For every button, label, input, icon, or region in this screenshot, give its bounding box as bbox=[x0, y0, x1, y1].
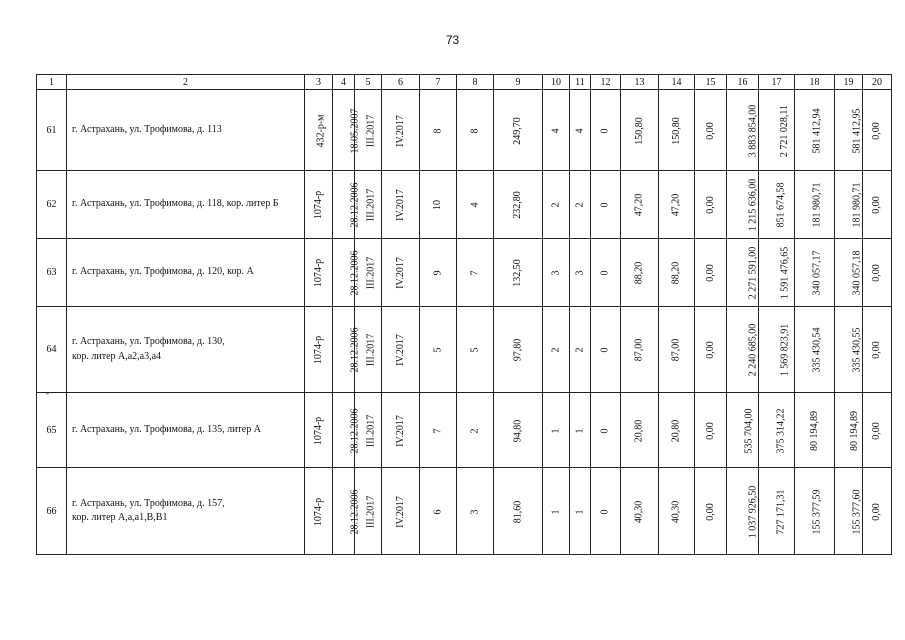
value-col-17-cell bbox=[759, 239, 795, 307]
address-line: г. Астрахань, ул. Трофимова, д. 120, кор. А bbox=[72, 266, 254, 278]
page-number: 73 bbox=[445, 33, 460, 47]
value-col-17: 727 171,31 bbox=[775, 489, 787, 534]
address-line: кор. литер А,а2,а3,а4 bbox=[72, 350, 162, 362]
value-col-11-cell bbox=[570, 239, 591, 307]
order-date-cell bbox=[333, 239, 361, 307]
address-cell bbox=[67, 307, 305, 393]
header-cell: 14 bbox=[659, 75, 695, 90]
value-col-11: 1 bbox=[574, 509, 585, 514]
header-cell: 13 bbox=[621, 75, 659, 90]
value-col-20: 0,00 bbox=[871, 121, 882, 140]
order-date: 28.12.2006 bbox=[349, 489, 361, 534]
value-col-7: 6 bbox=[432, 509, 443, 514]
value-col-19-cell bbox=[835, 307, 863, 393]
value-col-14: 20,80 bbox=[670, 419, 682, 442]
value-col-8-cell bbox=[457, 468, 494, 555]
value-col-20: 0,00 bbox=[871, 264, 882, 282]
value-col-9-cell bbox=[494, 307, 543, 393]
header-cell: 6 bbox=[382, 75, 420, 90]
address-line: г. Астрахань, ул. Трофимова, д. 157, bbox=[72, 497, 225, 509]
order-number-cell bbox=[305, 393, 333, 468]
header-cell: 18 bbox=[795, 75, 835, 90]
address-line: г. Астрахань, ул. Трофимова, д. 130, bbox=[72, 336, 225, 347]
order-number: 1074-р bbox=[313, 190, 325, 220]
value-col-18: 581 412,94 bbox=[811, 108, 823, 153]
value-col-13-cell bbox=[621, 171, 659, 239]
value-col-12-cell bbox=[591, 90, 621, 171]
value-col-19-cell bbox=[835, 393, 863, 468]
value-col-20-cell bbox=[863, 90, 892, 171]
value-col-11-cell bbox=[570, 307, 591, 393]
value-col-14: 40,30 bbox=[670, 500, 682, 523]
value-col-9-cell bbox=[494, 90, 543, 171]
order-number-cell bbox=[305, 90, 333, 171]
value-col-19: 581 412,95 bbox=[851, 108, 863, 153]
start-period: III.2017 bbox=[365, 188, 377, 222]
value-col-8: 4 bbox=[469, 202, 480, 208]
value-col-8: 3 bbox=[469, 509, 480, 514]
value-col-13-cell bbox=[621, 239, 659, 307]
value-col-7: 7 bbox=[432, 428, 443, 433]
value-col-12-cell bbox=[591, 393, 621, 468]
order-date: 28.12.2006 bbox=[349, 327, 361, 373]
value-col-19-cell bbox=[835, 468, 863, 555]
value-col-19: 155 377,60 bbox=[851, 489, 863, 534]
value-col-9-cell bbox=[494, 171, 543, 239]
value-col-9: 232,80 bbox=[512, 191, 523, 219]
value-col-16-cell bbox=[727, 171, 759, 239]
value-col-10-cell bbox=[543, 171, 570, 239]
value-col-19-cell bbox=[835, 171, 863, 239]
value-col-20: 0,00 bbox=[871, 341, 882, 359]
end-period: IV.2017 bbox=[394, 495, 406, 528]
value-col-16: 3 883 854,00 bbox=[747, 104, 759, 157]
value-col-10-cell bbox=[543, 307, 570, 393]
value-col-10: 3 bbox=[550, 270, 561, 276]
value-col-10-cell bbox=[543, 90, 570, 171]
value-col-20: 0,00 bbox=[871, 421, 882, 440]
order-number: 1074-р bbox=[313, 335, 325, 365]
table-row bbox=[37, 90, 892, 171]
value-col-13: 87,00 bbox=[633, 338, 645, 362]
value-col-15: 0,00 bbox=[704, 264, 716, 282]
order-number-cell bbox=[305, 171, 333, 239]
value-col-20-cell bbox=[863, 468, 892, 555]
value-col-19: 340 057,18 bbox=[851, 250, 863, 296]
value-col-15: 0,00 bbox=[704, 421, 716, 440]
value-col-15-cell bbox=[695, 468, 727, 555]
end-period-cell bbox=[382, 239, 420, 307]
end-period: IV.2017 bbox=[394, 257, 406, 289]
end-period: IV.2017 bbox=[394, 414, 406, 447]
value-col-18-cell bbox=[795, 90, 835, 171]
value-col-16: 535 704,00 bbox=[743, 408, 755, 453]
value-col-16-cell bbox=[727, 90, 759, 171]
value-col-11-cell bbox=[570, 171, 591, 239]
value-col-17-cell bbox=[759, 468, 795, 555]
value-col-13: 20,80 bbox=[633, 419, 645, 442]
address-cell bbox=[67, 90, 305, 171]
value-col-7-cell bbox=[420, 468, 457, 555]
value-col-16-cell bbox=[727, 239, 759, 307]
value-col-18-cell bbox=[795, 393, 835, 468]
order-date: 28.12.2006 bbox=[349, 408, 361, 453]
value-col-16: 1 037 926,50 bbox=[747, 485, 759, 538]
header-cell: 4 bbox=[333, 75, 355, 90]
value-col-7-cell bbox=[420, 171, 457, 239]
address-line: г. Астрахань, ул. Трофимова, д. 113 bbox=[72, 123, 222, 135]
end-period-cell bbox=[382, 468, 420, 555]
value-col-17-cell bbox=[759, 307, 795, 393]
table-row bbox=[37, 468, 892, 555]
value-col-13: 40,30 bbox=[633, 500, 645, 523]
order-date-cell bbox=[333, 307, 361, 393]
order-number-cell bbox=[305, 239, 333, 307]
value-col-7-cell bbox=[420, 393, 457, 468]
value-col-8-cell bbox=[457, 307, 494, 393]
address-line: г. Астрахань, ул. Трофимова, д. 135, литер А bbox=[72, 423, 261, 435]
header-cell: 2 bbox=[67, 75, 305, 90]
table-row bbox=[37, 171, 892, 239]
value-col-19: 181 980,71 bbox=[851, 182, 863, 228]
order-date-cell bbox=[333, 90, 361, 171]
table-row bbox=[37, 307, 892, 393]
value-col-7-cell bbox=[420, 239, 457, 307]
order-number-cell bbox=[305, 307, 333, 393]
value-col-17: 851 674,58 bbox=[775, 182, 787, 228]
value-col-10: 1 bbox=[550, 428, 561, 433]
value-col-17: 2 721 028,11 bbox=[779, 104, 791, 157]
value-col-19-cell bbox=[835, 90, 863, 171]
order-number-cell bbox=[305, 468, 333, 555]
header-cell: 8 bbox=[457, 75, 494, 90]
value-col-8-cell bbox=[457, 239, 494, 307]
value-col-20: 0,00 bbox=[871, 196, 882, 214]
value-col-11: 2 bbox=[574, 202, 585, 208]
value-col-7: 8 bbox=[432, 128, 443, 133]
value-col-16: 2 240 685,00 bbox=[747, 323, 759, 377]
order-number: 1074-р bbox=[313, 258, 325, 288]
value-col-15-cell bbox=[695, 90, 727, 171]
value-col-10-cell bbox=[543, 468, 570, 555]
value-col-15-cell bbox=[695, 171, 727, 239]
value-col-13: 150,80 bbox=[633, 116, 645, 145]
value-col-20-cell bbox=[863, 307, 892, 393]
header-cell: 15 bbox=[695, 75, 727, 90]
header-cell: 3 bbox=[305, 75, 333, 90]
order-number: 1074-р bbox=[313, 416, 325, 445]
table-row bbox=[37, 239, 892, 307]
order-date: 28.12.2006 bbox=[349, 250, 361, 296]
header-cell: 11 bbox=[570, 75, 591, 90]
value-col-17: 375 314,22 bbox=[775, 408, 787, 453]
value-col-14-cell bbox=[659, 393, 695, 468]
margin-mark: - bbox=[46, 388, 49, 398]
address-line: кор. литер А,а,а1,В,В1 bbox=[72, 512, 168, 523]
value-col-20-cell bbox=[863, 171, 892, 239]
value-col-10: 2 bbox=[550, 347, 561, 353]
value-col-14-cell bbox=[659, 307, 695, 393]
value-col-12-cell bbox=[591, 171, 621, 239]
value-col-18: 155 377,59 bbox=[811, 489, 823, 534]
value-col-13: 88,20 bbox=[633, 261, 645, 285]
value-col-19-cell bbox=[835, 239, 863, 307]
end-period-cell bbox=[382, 171, 420, 239]
end-period-cell bbox=[382, 307, 420, 393]
order-date-cell bbox=[333, 171, 361, 239]
start-period: III.2017 bbox=[365, 256, 377, 290]
value-col-13-cell bbox=[621, 468, 659, 555]
header-cell: 1 bbox=[37, 75, 67, 90]
value-col-18: 181 980,71 bbox=[811, 182, 823, 228]
value-col-11: 1 bbox=[574, 428, 585, 433]
value-col-16: 2 271 591,00 bbox=[747, 246, 759, 300]
value-col-8-cell bbox=[457, 90, 494, 171]
value-col-15-cell bbox=[695, 393, 727, 468]
value-col-14-cell bbox=[659, 90, 695, 171]
value-col-14: 150,80 bbox=[670, 116, 682, 145]
header-cell: 19 bbox=[835, 75, 863, 90]
value-col-14: 87,00 bbox=[670, 338, 682, 362]
value-col-20: 0,00 bbox=[871, 502, 882, 521]
value-col-10: 1 bbox=[550, 509, 561, 514]
value-col-20-cell bbox=[863, 393, 892, 468]
value-col-15: 0,00 bbox=[704, 121, 716, 140]
order-number: 432-р-м bbox=[315, 114, 327, 147]
value-col-9-cell bbox=[494, 393, 543, 468]
value-col-14: 88,20 bbox=[670, 261, 682, 285]
header-cell: 7 bbox=[420, 75, 457, 90]
header-cell: 20 bbox=[863, 75, 892, 90]
value-col-10-cell bbox=[543, 393, 570, 468]
value-col-12: 0 bbox=[599, 347, 611, 353]
value-col-17: 1 591 476,65 bbox=[779, 246, 791, 300]
value-col-14: 47,20 bbox=[670, 193, 682, 217]
value-col-8: 8 bbox=[469, 128, 480, 133]
value-col-15-cell bbox=[695, 307, 727, 393]
value-col-19: 80 194,89 bbox=[849, 410, 860, 451]
value-col-12: 0 bbox=[599, 202, 611, 208]
value-col-16-cell bbox=[727, 393, 759, 468]
value-col-13-cell bbox=[621, 393, 659, 468]
value-col-12: 0 bbox=[599, 128, 611, 133]
row-number: 62 bbox=[37, 171, 67, 239]
order-date-cell bbox=[333, 393, 361, 468]
housing-program-table bbox=[36, 74, 892, 555]
end-period-cell bbox=[382, 90, 420, 171]
value-col-11-cell bbox=[570, 393, 591, 468]
value-col-17: 1 569 823,91 bbox=[779, 323, 791, 377]
value-col-8-cell bbox=[457, 393, 494, 468]
value-col-9: 81,60 bbox=[512, 500, 523, 523]
value-col-12-cell bbox=[591, 468, 621, 555]
value-col-8: 5 bbox=[469, 347, 480, 353]
value-col-9: 94,80 bbox=[512, 419, 523, 442]
value-col-7-cell bbox=[420, 90, 457, 171]
header-cell: 17 bbox=[759, 75, 795, 90]
value-col-15: 0,00 bbox=[704, 341, 716, 359]
value-col-12-cell bbox=[591, 307, 621, 393]
order-date: 18.05.2007 bbox=[349, 108, 361, 153]
value-col-11-cell bbox=[570, 468, 591, 555]
value-col-18-cell bbox=[795, 171, 835, 239]
value-col-9: 132,50 bbox=[512, 259, 523, 287]
value-col-12: 0 bbox=[599, 270, 611, 276]
end-period: IV.2017 bbox=[394, 114, 406, 147]
value-col-9-cell bbox=[494, 239, 543, 307]
value-col-12: 0 bbox=[599, 428, 611, 433]
value-col-11: 2 bbox=[574, 347, 585, 353]
value-col-13-cell bbox=[621, 90, 659, 171]
value-col-14-cell bbox=[659, 239, 695, 307]
end-period: IV.2017 bbox=[394, 334, 406, 366]
header-cell: 5 bbox=[355, 75, 382, 90]
start-period: III.2017 bbox=[365, 495, 377, 528]
value-col-9: 249,70 bbox=[512, 116, 523, 145]
value-col-18: 80 194,89 bbox=[809, 410, 820, 451]
value-col-15: 0,00 bbox=[704, 196, 716, 214]
row-number: 64 bbox=[37, 307, 67, 393]
address-cell bbox=[67, 468, 305, 555]
value-col-12-cell bbox=[591, 239, 621, 307]
row-number: 66 bbox=[37, 468, 67, 555]
start-period: III.2017 bbox=[365, 333, 377, 367]
start-period: III.2017 bbox=[365, 414, 377, 447]
header-cell: 16 bbox=[727, 75, 759, 90]
value-col-8-cell bbox=[457, 171, 494, 239]
order-date: 28.12.2006 bbox=[349, 182, 361, 228]
row-number: 61 bbox=[37, 90, 67, 171]
value-col-10: 4 bbox=[550, 128, 561, 133]
value-col-19: 335 430,55 bbox=[851, 327, 863, 373]
value-col-11: 4 bbox=[574, 128, 585, 133]
value-col-7-cell bbox=[420, 307, 457, 393]
value-col-18: 340 057,17 bbox=[811, 250, 823, 296]
start-period: III.2017 bbox=[365, 114, 377, 147]
value-col-7: 10 bbox=[432, 200, 443, 210]
value-col-18-cell bbox=[795, 239, 835, 307]
header-cell: 12 bbox=[591, 75, 621, 90]
value-col-17-cell bbox=[759, 171, 795, 239]
value-col-9: 97,80 bbox=[512, 338, 523, 362]
value-col-7: 5 bbox=[432, 347, 443, 353]
end-period-cell bbox=[382, 393, 420, 468]
value-col-20-cell bbox=[863, 239, 892, 307]
value-col-18-cell bbox=[795, 307, 835, 393]
value-col-10: 2 bbox=[550, 202, 561, 208]
value-col-12: 0 bbox=[599, 509, 611, 514]
value-col-8: 2 bbox=[469, 428, 480, 433]
value-col-13-cell bbox=[621, 307, 659, 393]
table-row bbox=[37, 393, 892, 468]
value-col-16-cell bbox=[727, 468, 759, 555]
value-col-17-cell bbox=[759, 90, 795, 171]
address-cell bbox=[67, 393, 305, 468]
address-line: г. Астрахань, ул. Трофимова, д. 118, кор. литер Б bbox=[72, 198, 279, 210]
value-col-18-cell bbox=[795, 468, 835, 555]
value-col-10-cell bbox=[543, 239, 570, 307]
value-col-18: 335 430,54 bbox=[811, 327, 823, 373]
value-col-13: 47,20 bbox=[633, 193, 645, 217]
header-row bbox=[37, 75, 892, 90]
row-number: 63 bbox=[37, 239, 67, 307]
value-col-11: 3 bbox=[574, 270, 585, 276]
value-col-9-cell bbox=[494, 468, 543, 555]
value-col-15: 0,00 bbox=[704, 502, 716, 521]
order-date-cell bbox=[333, 468, 361, 555]
value-col-16: 1 215 636,00 bbox=[747, 178, 759, 232]
value-col-14-cell bbox=[659, 171, 695, 239]
end-period: IV.2017 bbox=[394, 189, 406, 221]
value-col-15-cell bbox=[695, 239, 727, 307]
value-col-16-cell bbox=[727, 307, 759, 393]
value-col-11-cell bbox=[570, 90, 591, 171]
value-col-17-cell bbox=[759, 393, 795, 468]
value-col-7: 9 bbox=[432, 270, 443, 276]
value-col-8: 7 bbox=[469, 270, 480, 276]
row-number: 65 bbox=[37, 393, 67, 468]
order-number: 1074-р bbox=[313, 497, 325, 526]
value-col-14-cell bbox=[659, 468, 695, 555]
address-cell bbox=[67, 239, 305, 307]
address-cell bbox=[67, 171, 305, 239]
header-cell: 9 bbox=[494, 75, 543, 90]
header-cell: 10 bbox=[543, 75, 570, 90]
